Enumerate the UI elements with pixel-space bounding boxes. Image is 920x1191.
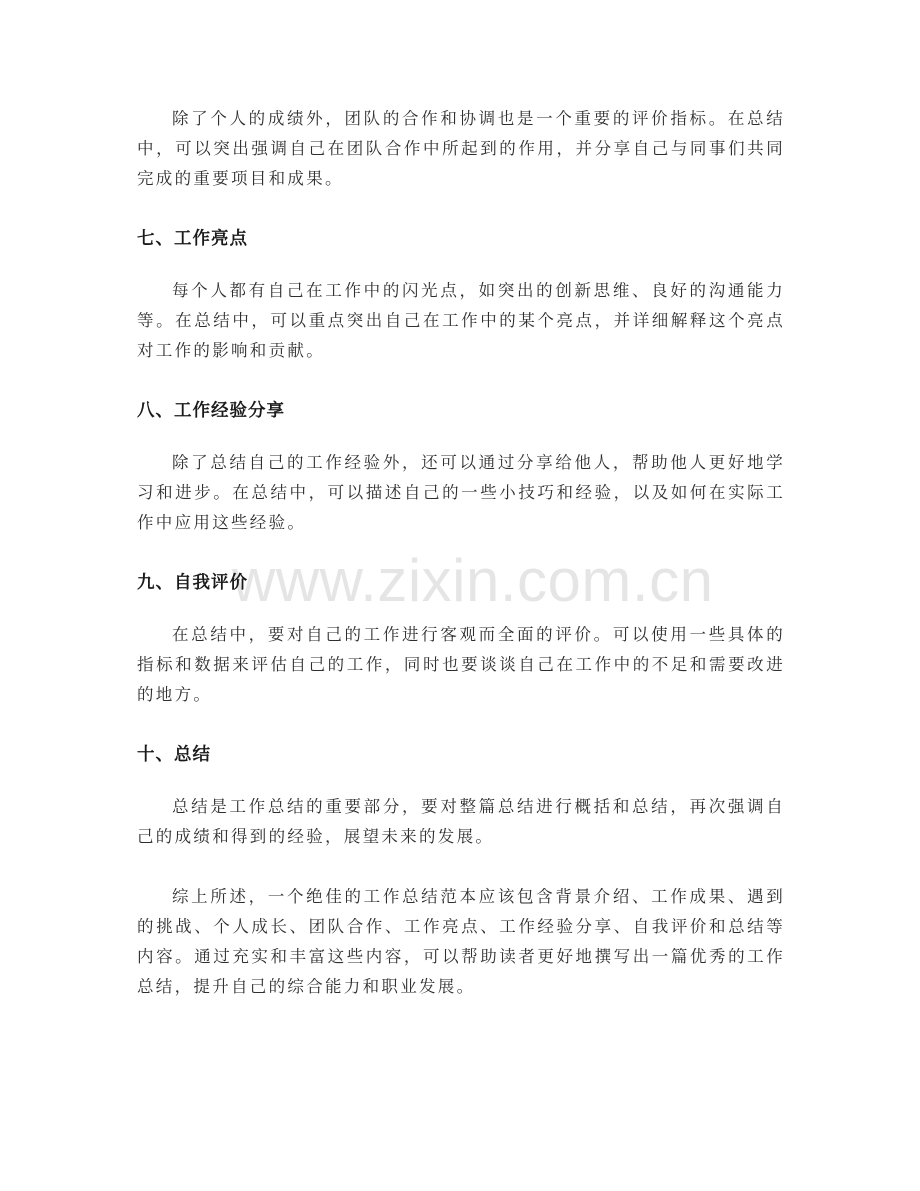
- heading-self-evaluation: 九、自我评价: [137, 573, 248, 593]
- heading-summary: 十、总结: [137, 745, 211, 765]
- paragraph-experience-sharing: 除了总结自己的工作经验外，还可以通过分享给他人，帮助他人更好地学习和进步。在总结中，可以描述自己的一些小技巧和经验，以及如何在实际工作中应用这些经验。: [137, 453, 785, 532]
- paragraph-work-highlights: 每个人都有自己在工作中的闪光点，如突出的创新思维、良好的沟通能力等。在总结中，可以重点突出自己在工作中的某个亮点，并详细解释这个亮点对工作的影响和贡献。: [137, 281, 785, 360]
- heading-work-highlights: 七、工作亮点: [137, 229, 248, 249]
- paragraph-conclusion: 综上所述，一个绝佳的工作总结范本应该包含背景介绍、工作成果、遇到的挑战、个人成长、团队合作、工作亮点、工作经验分享、自我评价和总结等内容。通过充实和丰富这些内容，可以帮助读者更好地撰写出一篇优秀的工作总结，提升自己的综合能力和职业发展。: [137, 887, 785, 996]
- heading-experience-sharing: 八、工作经验分享: [137, 401, 285, 421]
- document-body: [137, 104, 785, 1002]
- paragraph-team-cooperation: 除了个人的成绩外，团队的合作和协调也是一个重要的评价指标。在总结中，可以突出强调自己在团队合作中所起到的作用，并分享自己与同事们共同完成的重要项目和成果。: [137, 109, 785, 188]
- paragraph-summary: 总结是工作总结的重要部分，要对整篇总结进行概括和总结，再次强调自己的成绩和得到的经验，展望未来的发展。: [137, 797, 785, 846]
- paragraph-self-evaluation: 在总结中，要对自己的工作进行客观而全面的评价。可以使用一些具体的指标和数据来评估自己的工作，同时也要谈谈自己在工作中的不足和需要改进的地方。: [137, 625, 785, 704]
- watermark: www.zixin.com.cn: [232, 547, 714, 614]
